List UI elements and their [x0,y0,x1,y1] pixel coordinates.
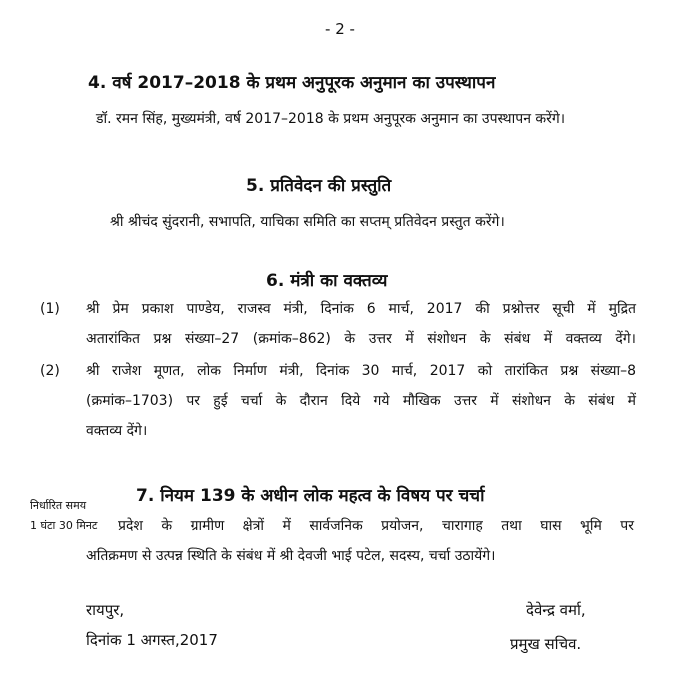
entry-text [86,294,636,354]
entry-line: (क्रमांक–1703) पर हुई चर्चा के दौरान दिये गये मौखिक उत्तर में संशोधन के संबंध में [86,393,636,409]
entry-number: (1) [40,301,60,317]
entry-line: श्री प्रेम प्रकाश पाण्डेय, राजस्व मंत्री, दिनांक 6 मार्च, 2017 की प्रश्नोत्तर सूची में मुद्रित [86,301,636,317]
item7-line: अतिक्रमण से उत्पन्न स्थिति के संबंध में श्री देवजी भाई पटेल, सदस्य, चर्चा उठायेंगे। [86,548,496,564]
item5-heading: 5. प्रतिवेदन की प्रस्तुति [246,176,392,196]
item7-heading: 7. नियम 139 के अधीन लोक महत्व के विषय पर चर्चा [136,486,485,506]
item6-heading: 6. मंत्री का वक्तव्य [266,271,388,291]
entry-line: अतारांकित प्रश्न संख्या–27 (क्रमांक–862) के उत्तर में संशोधन के संबंध में वक्तव्य देंगे। [86,331,636,347]
allotted-time-value: 1 घंटा 30 मिनट [30,519,98,532]
item7-text [118,511,634,541]
entry-number: (2) [40,363,60,379]
entry-line: वक्तव्य देंगे। [86,423,148,439]
date: दिनांक 1 अगस्त,2017 [86,631,218,649]
allotted-time-label: निर्धारित समय [30,499,87,512]
item4-text: डॉ. रमन सिंह, मुख्यमंत्री, वर्ष 2017–2018 के प्रथम अनुपूरक अनुमान का उपस्थापन करेंगे। [96,111,566,127]
signatory-title: प्रमुख सचिव. [510,635,582,653]
item7-line: प्रदेश के ग्रामीण क्षेत्रों में सार्वजनिक प्रयोजन, चारागाह तथा घास भूमि पर [118,518,634,534]
item4-heading: 4. वर्ष 2017–2018 के प्रथम अनुपूरक अनुमान का उपस्थापन [88,73,496,93]
item5-text: श्री श्रीचंद सुंदरानी, सभापति, याचिका समिति का सप्तम् प्रतिवेदन प्रस्तुत करेंगे। [110,214,505,230]
place: रायपुर, [86,601,125,619]
entry-line: श्री राजेश मूणत, लोक निर्माण मंत्री, दिनांक 30 मार्च, 2017 को तारांकित प्रश्न संख्या–8 [86,363,636,379]
signatory-name: देवेन्द्र वर्मा, [526,601,586,619]
item7-text-cont [86,541,636,571]
entry-text [86,356,636,446]
page-number: - 2 - [325,20,355,38]
